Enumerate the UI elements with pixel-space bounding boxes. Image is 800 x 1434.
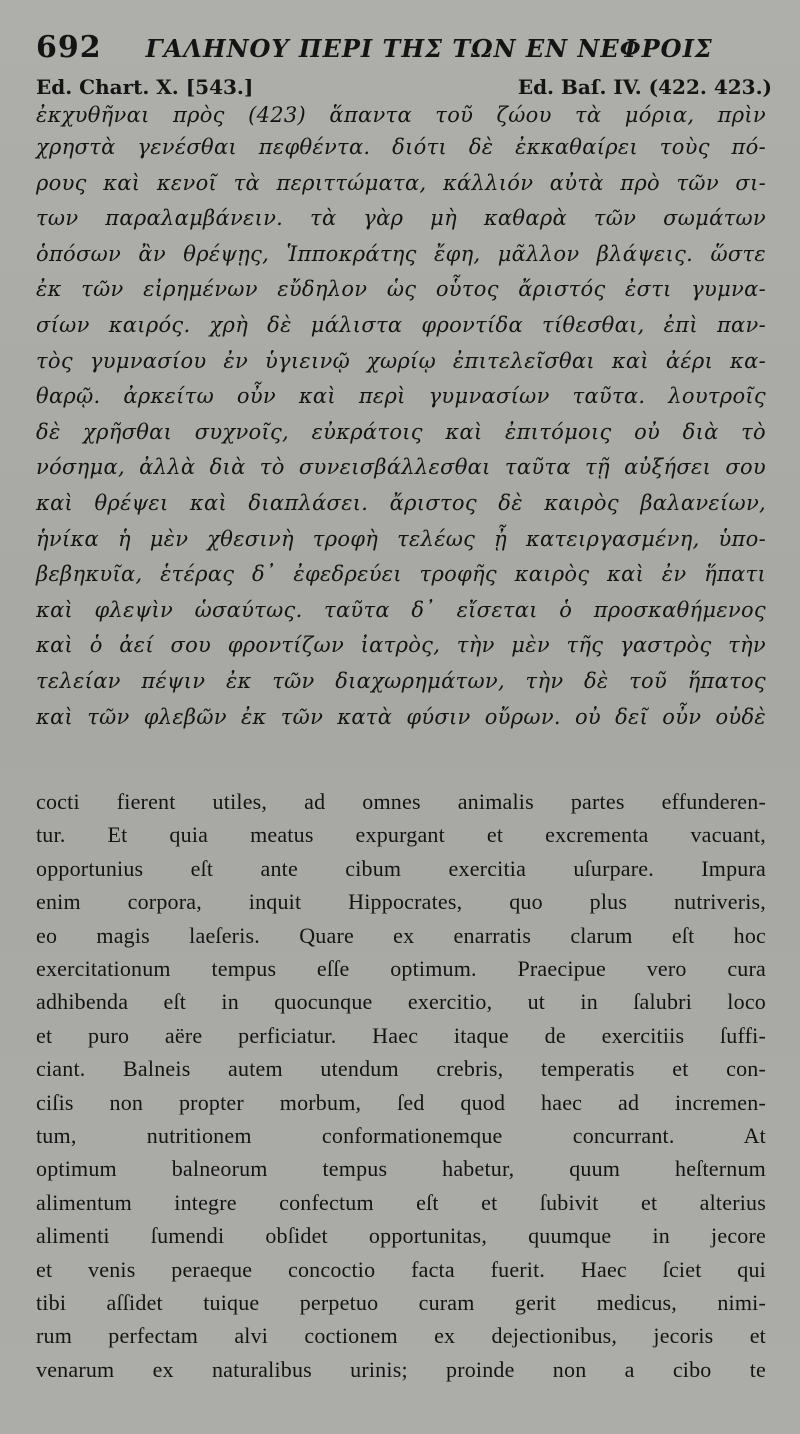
latin-text-block — [36, 785, 766, 1386]
latin-text-line: tum, nutritionem conformationemque concurrant. At — [36, 1123, 766, 1148]
latin-text-line: exercitationum tempus eſſe optimum. Praecipue vero cura — [36, 956, 766, 982]
latin-text-line: ciant. Balneis autem utendum crebris, temperatis et con- — [36, 1056, 766, 1082]
running-title: ΓΑΛΗΝΟΥ ΠΕΡΙ ΤΗΣ ΤΩΝ ΕΝ ΝΕΦΡΟΙΣ — [145, 34, 713, 63]
edition-chartier: Ed. Chart. X. [543.] — [36, 75, 254, 99]
greek-text-line: των παραλαμβάνειν. τὰ γὰρ μὴ καθαρὰ τῶν σωμάτων — [36, 206, 766, 231]
latin-text-line: et puro aëre perficiatur. Haec itaque de exercitiis ſuffi- — [36, 1022, 766, 1048]
greek-text-line: τὸς γυμνασίου ἐν ὑγιεινῷ χωρίῳ ἐπιτελεῖσθαι καὶ ἀέρι κα- — [36, 348, 766, 373]
latin-text-line: cocti fierent utiles, ad omnes animalis partes effunderen- — [36, 789, 766, 815]
greek-text-line: καὶ φλεψὶν ὡσαύτως. ταῦτα δ᾽ εἴσεται ὁ προσκαθήμενος — [36, 597, 766, 622]
page-header — [36, 30, 766, 74]
greek-text-line: χρηστὰ γενέσθαι πεφθέντα. διότι δὲ ἐκκαθαίρει τοὺς πό- — [36, 135, 766, 159]
greek-text-line: ὁπόσων ἂν θρέψῃς, Ἱπποκράτης ἔφη, μᾶλλον βλάψεις. ὥστε — [36, 241, 766, 266]
latin-text-line: eo magis laeſeris. Quare ex enarratis clarum eſt hoc — [36, 922, 766, 948]
greek-text-line: θαρῷ. ἀρκείτω οὖν καὶ περὶ γυμνασίων ταῦτα. λουτροῖς — [36, 384, 766, 409]
edition-basel: Ed. Baſ. IV. (422. 423.) — [517, 75, 772, 99]
greek-text-line: ἐκ τῶν εἰρημένων εὔδηλον ὡς οὗτος ἄριστός ἐστι γυμνα- — [36, 277, 766, 302]
greek-text-line: ἐκχυθῆναι πρὸς (423) ἅπαντα τοῦ ζώου τὰ μόρια, πρὶν — [36, 103, 766, 127]
latin-text-line: tur. Et quia meatus expurgant et excrementa vacuant, — [36, 822, 766, 848]
greek-text-line: καὶ ὁ ἀεί σου φροντίζων ἰατρὸς, τὴν μὲν τῆς γαστρὸς τὴν — [36, 633, 766, 658]
greek-text-line: καὶ θρέψει καὶ διαπλάσει. ἄριστος δὲ καιρὸς βαλανείων, — [36, 490, 766, 515]
latin-text-line: rum perfectam alvi coctionem ex dejectionibus, jecoris et — [36, 1323, 766, 1349]
greek-text-line: σίων καιρός. χρὴ δὲ μάλιστα φροντίδα τίθεσθαι, ἐπὶ παν- — [36, 312, 766, 337]
latin-text-line: et venis peraeque concoctio facta fuerit. Haec ſciet qui — [36, 1256, 766, 1282]
greek-text-block — [36, 100, 766, 735]
greek-text-line: τελείαν πέψιν ἐκ τῶν διαχωρημάτων, τὴν δὲ τοῦ ἥπατος — [36, 668, 766, 693]
greek-text-line: δὲ χρῆσθαι συχνοῖς, εὐκράτοις καὶ ἐπιτόμοις οὐ διὰ τὸ — [36, 419, 766, 444]
latin-text-line: adhibenda eſt in quocunque exercitio, ut in ſalubri loco — [36, 989, 766, 1015]
greek-text-line: ρους καὶ κενοῖ τὰ περιττώματα, κάλλιόν αὐτὰ πρὸ τῶν σι- — [36, 170, 766, 195]
latin-text-line: venarum ex naturalibus urinis; proinde non a cibo te — [36, 1356, 766, 1382]
latin-text-line: alimentum integre confectum eſt et ſubivit et alterius — [36, 1189, 766, 1215]
greek-text-line: καὶ τῶν φλεβῶν ἐκ τῶν κατὰ φύσιν οὔρων. οὐ δεῖ οὖν οὐδὲ — [36, 704, 766, 729]
page-number: 692 — [36, 30, 102, 65]
edition-references — [36, 74, 772, 100]
latin-text-line: alimenti ſumendi obſidet opportunitas, quumque in jecore — [36, 1223, 766, 1249]
latin-text-line: ciſis non propter morbum, ſed quod haec ad incremen- — [36, 1089, 766, 1115]
latin-text-line: optimum balneorum tempus habetur, quum heſternum — [36, 1156, 766, 1182]
greek-text-line: ἡνίκα ἡ μὲν χθεσινὴ τροφὴ τελέως ᾖ κατειργασμένη, ὑπο- — [36, 526, 766, 551]
latin-text-line: enim corpora, inquit Hippocrates, quo plus nutriveris, — [36, 889, 766, 915]
latin-text-line: opportunius eſt ante cibum exercitia uſurpare. Impura — [36, 855, 766, 881]
greek-text-line: νόσημα, ἀλλὰ διὰ τὸ συνεισβάλλεσθαι ταῦτα τῇ αὐξήσει σου — [36, 455, 766, 480]
latin-text-line: tibi aſſidet tuique perpetuo curam gerit medicus, nimi- — [36, 1289, 766, 1315]
greek-text-line: βεβηκυῖα, ἑτέρας δ᾽ ἐφεδρεύει τροφῆς καιρὸς καὶ ἐν ἥπατι — [36, 562, 766, 587]
